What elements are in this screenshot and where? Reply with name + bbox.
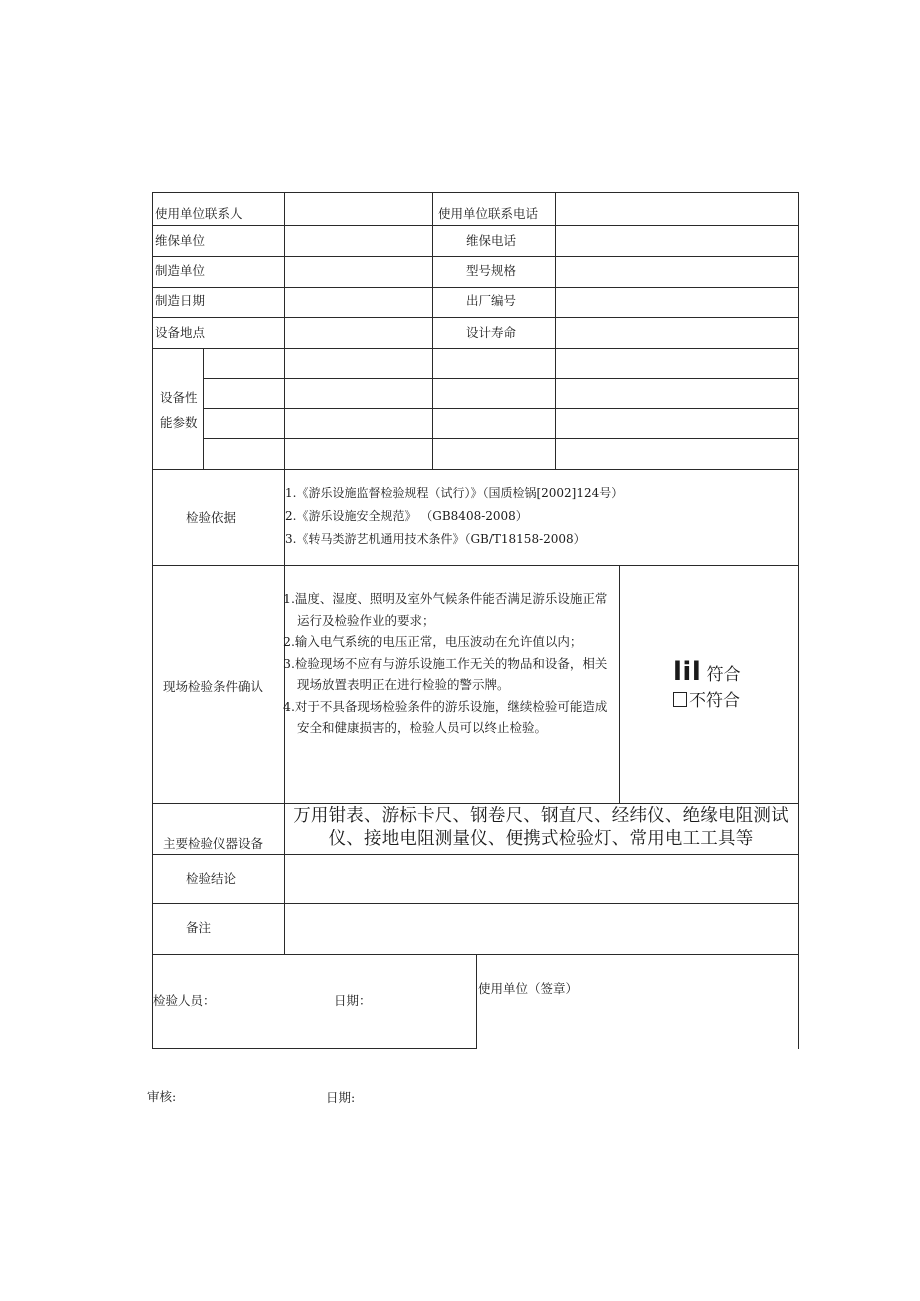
pass-label: 符合 [706, 665, 741, 685]
grid-line [152, 317, 799, 318]
conditions-list [283, 588, 618, 739]
review-label: 审核: [147, 1089, 177, 1104]
grid-line [555, 192, 556, 469]
label-params-line2: 能参数 [160, 415, 198, 430]
label-basis: 检验依据 [186, 510, 237, 525]
label-mfg-date: 制造日期 [155, 293, 206, 308]
review-date-label: 日期: [326, 1090, 356, 1105]
basis-item: 2.《游乐设施安全规范》 （GB8408-2008） [285, 509, 528, 523]
checkbox-icon [673, 692, 687, 707]
grid-line [152, 565, 799, 566]
basis-item: 1.《游乐设施监督检验规程（试行）》（国质检锅[2002]124号） [285, 486, 624, 500]
label-design-life: 设计寿命 [466, 325, 517, 340]
fail-label: 不符合 [689, 691, 740, 711]
label-inspector: 检验人员： [153, 993, 216, 1008]
grid-line [152, 1048, 476, 1049]
grid-line [152, 469, 799, 470]
grid-line [203, 378, 799, 379]
conformity-pass [673, 659, 741, 688]
basis-item: 3.《转马类游艺机通用技术条件》（GB/T18158-2008） [285, 532, 586, 546]
grid-line [152, 256, 799, 257]
label-location: 设备地点 [155, 325, 206, 340]
condition-item: 2.输入电气系统的电压正常，电压波动在允许值以内； [283, 634, 583, 649]
label-maint-phone: 维保电话 [466, 233, 517, 248]
grid-line [152, 803, 799, 804]
label-model: 型号规格 [466, 263, 517, 278]
grid-line [476, 954, 477, 1049]
grid-line [152, 225, 799, 226]
grid-line [798, 192, 799, 1049]
label-user-unit-seal: 使用单位（签章） [478, 981, 579, 996]
checked-mark: lil [673, 657, 702, 687]
grid-line [203, 408, 799, 409]
label-serial: 出厂编号 [466, 293, 517, 308]
label-contact: 使用单位联系人 [155, 206, 243, 221]
grid-line [619, 565, 620, 803]
conformity-fail [673, 688, 741, 714]
grid-line [152, 192, 153, 1049]
label-maint-unit: 维保单位 [155, 233, 206, 248]
grid-line [152, 287, 799, 288]
label-remarks: 备注 [186, 920, 212, 935]
grid-line [152, 192, 799, 193]
label-instruments: 主要检验仪器设备 [163, 836, 264, 851]
inspection-form [152, 192, 799, 1049]
label-conclusion: 检验结论 [186, 871, 237, 886]
grid-line [152, 903, 799, 904]
label-manufacturer: 制造单位 [155, 263, 206, 278]
label-date: 日期： [334, 993, 372, 1008]
grid-line [203, 348, 204, 469]
grid-line [152, 348, 799, 349]
label-conditions: 现场检验条件确认 [163, 679, 264, 694]
label-contact-phone: 使用单位联系电话 [438, 206, 539, 221]
grid-line [152, 854, 799, 855]
condition-item: 4.对于不具备现场检验条件的游乐设施，继续检验可能造成安全和健康损害的，检验人员可以终止检验。 [283, 698, 608, 735]
condition-item: 1.温度、湿度、照明及室外气候条件能否满足游乐设施正常运行及检验作业的要求； [283, 591, 608, 628]
conformity-options [673, 659, 741, 714]
grid-line [203, 438, 799, 439]
condition-item: 3.检验现场不应有与游乐设施工作无关的物品和设备，相关现场放置表明正在进行检验的警示牌。 [283, 655, 608, 692]
label-params-line1: 设备性 [160, 390, 198, 405]
grid-line [432, 192, 433, 469]
instruments-text: 万用钳表、游标卡尺、钢卷尺、钢直尺、经纬仪、绝缘电阻测试仪、接地电阻测量仪、便携式检验灯、常用电工工具等 [293, 806, 789, 849]
